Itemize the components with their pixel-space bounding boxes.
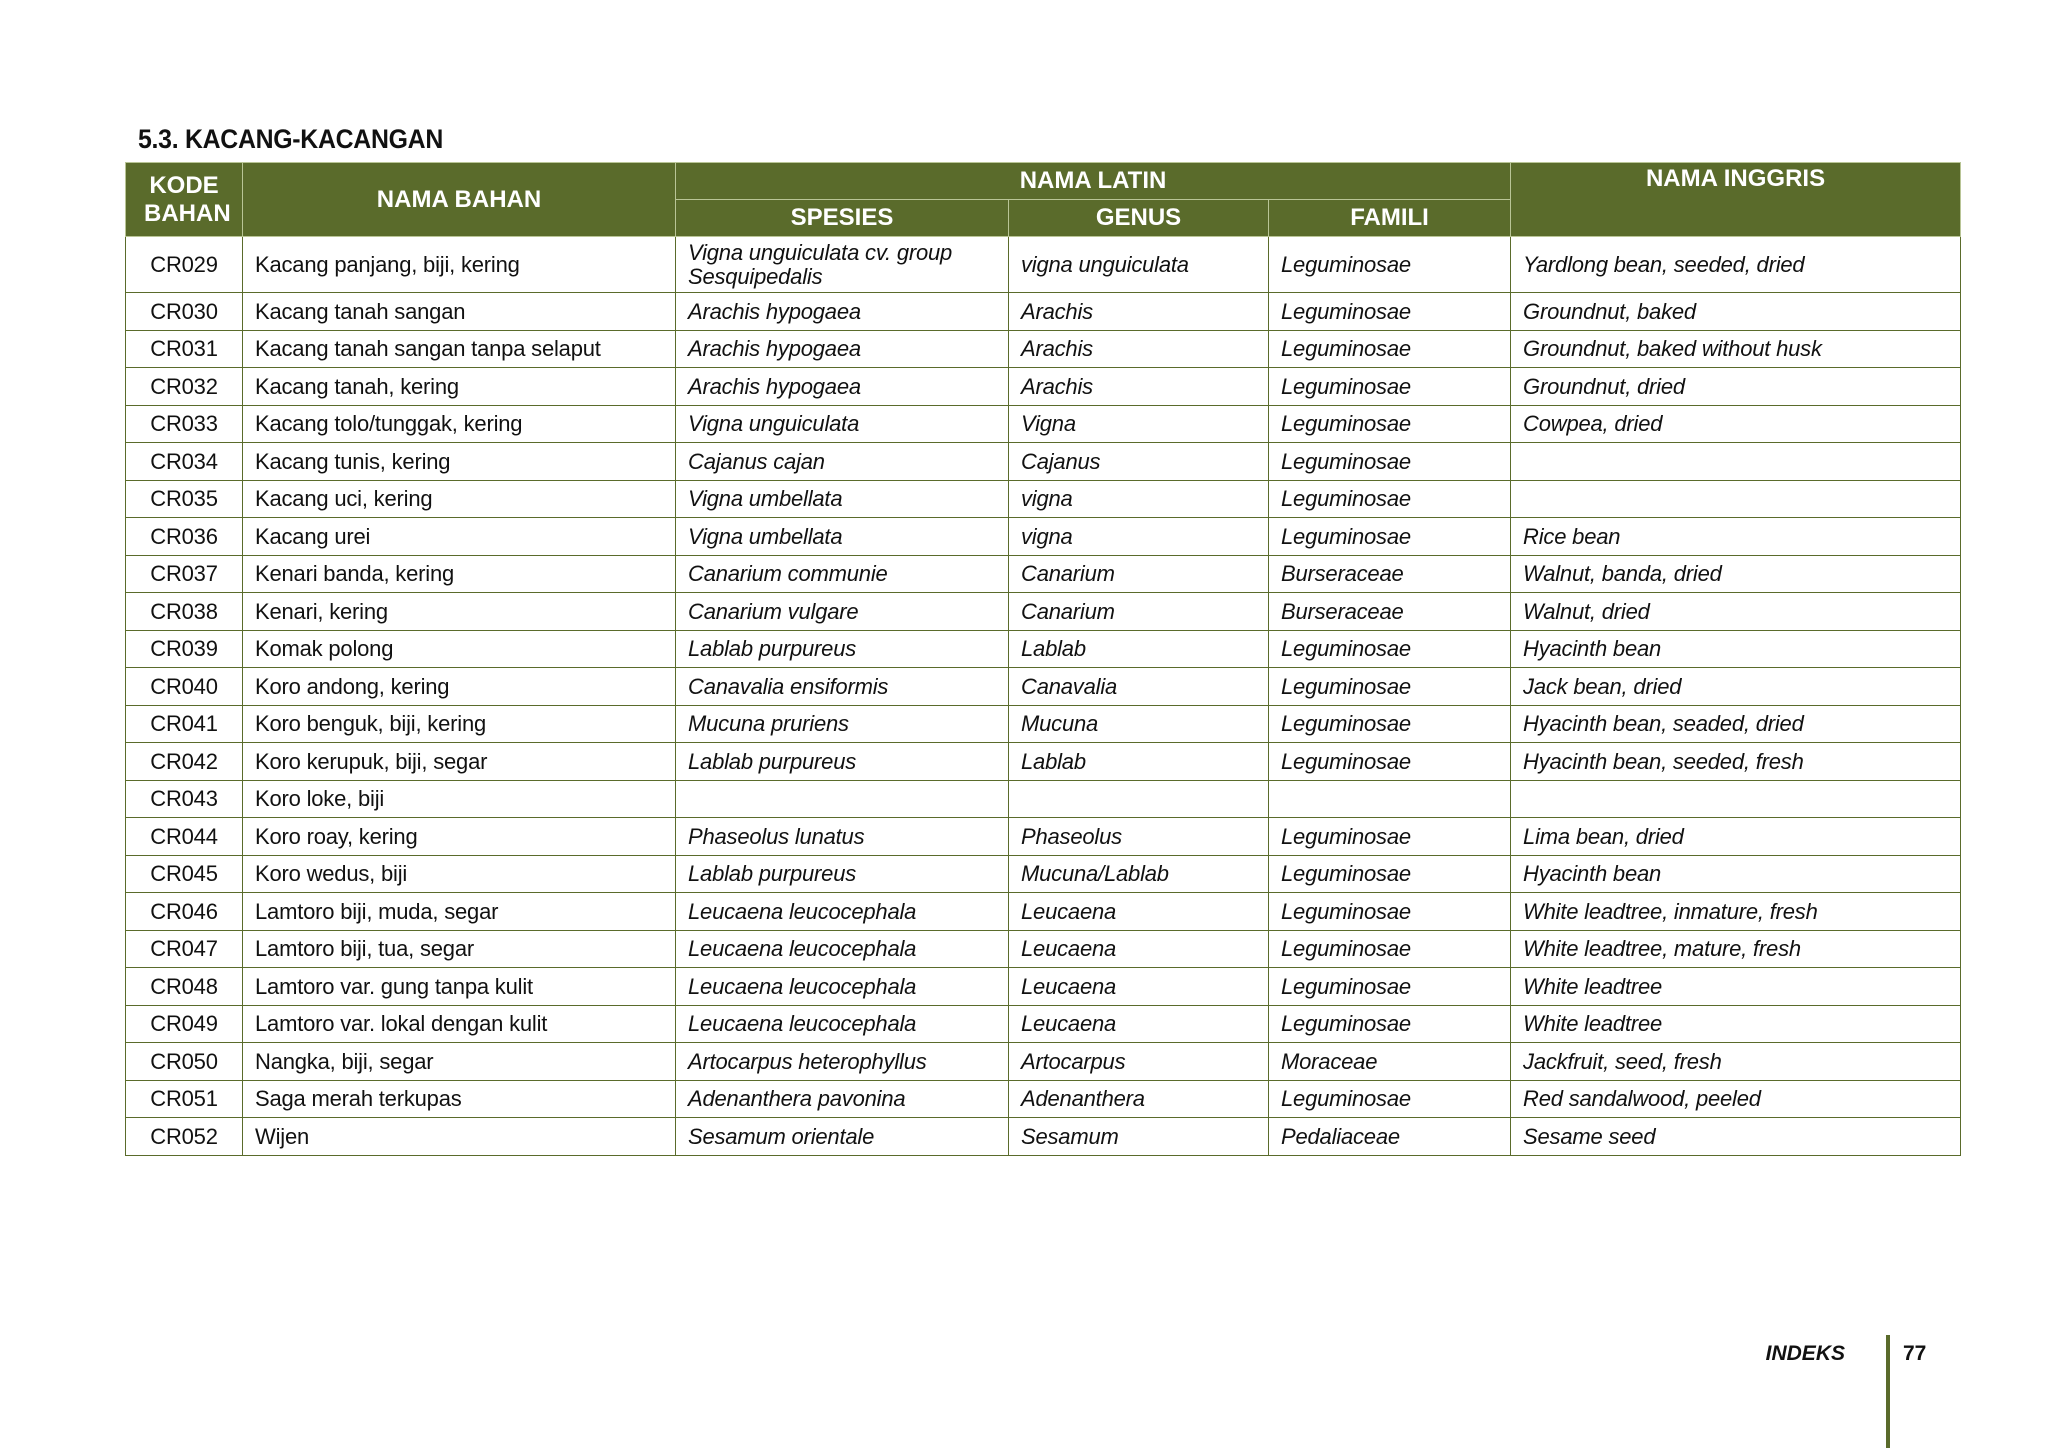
cell-spesies: Canarium communie (676, 555, 1009, 593)
cell-genus (1009, 780, 1269, 818)
cell-nama-bahan: Kacang urei (243, 518, 676, 556)
cell-spesies: Canarium vulgare (676, 593, 1009, 631)
cell-kode: CR037 (126, 555, 243, 593)
cell-famili: Leguminosae (1269, 237, 1511, 293)
cell-nama-bahan: Koro loke, biji (243, 780, 676, 818)
table-row (126, 1118, 1961, 1156)
cell-kode: CR039 (126, 630, 243, 668)
cell-nama-bahan: Kenari, kering (243, 593, 676, 631)
cell-genus: Canarium (1009, 593, 1269, 631)
cell-kode: CR041 (126, 705, 243, 743)
table-row (126, 780, 1961, 818)
cell-nama-inggris: Hyacinth bean, seaded, dried (1511, 705, 1961, 743)
table-row (126, 1080, 1961, 1118)
cell-famili: Leguminosae (1269, 368, 1511, 406)
cell-nama-inggris: Hyacinth bean, seeded, fresh (1511, 743, 1961, 781)
cell-famili: Leguminosae (1269, 668, 1511, 706)
cell-kode: CR040 (126, 668, 243, 706)
cell-nama-bahan: Lamtoro var. lokal dengan kulit (243, 1005, 676, 1043)
cell-nama-inggris: White leadtree, mature, fresh (1511, 930, 1961, 968)
cell-kode: CR031 (126, 330, 243, 368)
cell-nama-bahan: Koro kerupuk, biji, segar (243, 743, 676, 781)
cell-nama-bahan: Kacang tanah, kering (243, 368, 676, 406)
header-kode-bahan: KODE BAHAN (126, 163, 243, 237)
cell-spesies: Arachis hypogaea (676, 368, 1009, 406)
cell-nama-inggris: Hyacinth bean (1511, 855, 1961, 893)
table-row (126, 818, 1961, 856)
cell-nama-inggris: Rice bean (1511, 518, 1961, 556)
cell-famili: Leguminosae (1269, 443, 1511, 481)
table-header-row (126, 163, 1961, 200)
cell-genus: Arachis (1009, 368, 1269, 406)
cell-nama-inggris: Groundnut, dried (1511, 368, 1961, 406)
cell-genus: Leucaena (1009, 1005, 1269, 1043)
cell-famili: Burseraceae (1269, 593, 1511, 631)
table-row (126, 593, 1961, 631)
table-row (126, 480, 1961, 518)
cell-spesies: Arachis hypogaea (676, 293, 1009, 331)
cell-nama-bahan: Kacang tanah sangan tanpa selaput (243, 330, 676, 368)
cell-kode: CR044 (126, 818, 243, 856)
cell-nama-inggris (1511, 780, 1961, 818)
footer-divider (1886, 1335, 1890, 1448)
cell-spesies: Vigna unguiculata cv. group Sesquipedalis (676, 237, 1009, 293)
cell-nama-bahan: Koro andong, kering (243, 668, 676, 706)
cell-kode: CR045 (126, 855, 243, 893)
cell-famili: Moraceae (1269, 1043, 1511, 1081)
table-row (126, 855, 1961, 893)
cell-nama-bahan: Lamtoro biji, tua, segar (243, 930, 676, 968)
cell-nama-inggris (1511, 480, 1961, 518)
header-nama-bahan: NAMA BAHAN (243, 163, 676, 237)
cell-genus: Mucuna/Lablab (1009, 855, 1269, 893)
cell-kode: CR038 (126, 593, 243, 631)
table-row (126, 705, 1961, 743)
cell-famili: Burseraceae (1269, 555, 1511, 593)
cell-kode: CR030 (126, 293, 243, 331)
table-row (126, 930, 1961, 968)
cell-famili: Leguminosae (1269, 855, 1511, 893)
cell-nama-inggris: Walnut, dried (1511, 593, 1961, 631)
cell-famili: Leguminosae (1269, 518, 1511, 556)
cell-spesies: Canavalia ensiformis (676, 668, 1009, 706)
cell-nama-inggris: Sesame seed (1511, 1118, 1961, 1156)
cell-nama-inggris: Walnut, banda, dried (1511, 555, 1961, 593)
cell-spesies: Lablab purpureus (676, 855, 1009, 893)
cell-genus: Adenanthera (1009, 1080, 1269, 1118)
header-famili: FAMILI (1269, 200, 1511, 237)
cell-spesies: Sesamum orientale (676, 1118, 1009, 1156)
cell-genus: Canavalia (1009, 668, 1269, 706)
cell-kode: CR029 (126, 237, 243, 293)
cell-nama-bahan: Lamtoro var. gung tanpa kulit (243, 968, 676, 1006)
cell-genus: Lablab (1009, 743, 1269, 781)
cell-kode: CR047 (126, 930, 243, 968)
table-row (126, 330, 1961, 368)
cell-spesies: Artocarpus heterophyllus (676, 1043, 1009, 1081)
cell-spesies: Adenanthera pavonina (676, 1080, 1009, 1118)
cell-genus: vigna unguiculata (1009, 237, 1269, 293)
cell-famili: Leguminosae (1269, 1005, 1511, 1043)
cell-genus: Cajanus (1009, 443, 1269, 481)
table-row (126, 237, 1961, 293)
cell-nama-inggris: Red sandalwood, peeled (1511, 1080, 1961, 1118)
cell-kode: CR032 (126, 368, 243, 406)
cell-nama-inggris: White leadtree, inmature, fresh (1511, 893, 1961, 931)
cell-spesies: Leucaena leucocephala (676, 968, 1009, 1006)
cell-famili: Leguminosae (1269, 293, 1511, 331)
header-genus: GENUS (1009, 200, 1269, 237)
cell-genus: Vigna (1009, 405, 1269, 443)
cell-genus: Canarium (1009, 555, 1269, 593)
cell-genus: Arachis (1009, 293, 1269, 331)
cell-kode: CR035 (126, 480, 243, 518)
cell-nama-inggris: Jack bean, dried (1511, 668, 1961, 706)
header-spesies: SPESIES (676, 200, 1009, 237)
cell-spesies: Lablab purpureus (676, 743, 1009, 781)
cell-spesies: Mucuna pruriens (676, 705, 1009, 743)
cell-kode: CR051 (126, 1080, 243, 1118)
cell-genus: Leucaena (1009, 893, 1269, 931)
cell-kode: CR043 (126, 780, 243, 818)
cell-nama-inggris: Groundnut, baked (1511, 293, 1961, 331)
cell-nama-inggris: Cowpea, dried (1511, 405, 1961, 443)
cell-nama-bahan: Koro benguk, biji, kering (243, 705, 676, 743)
table-row (126, 1043, 1961, 1081)
cell-famili: Leguminosae (1269, 1080, 1511, 1118)
cell-famili: Leguminosae (1269, 968, 1511, 1006)
cell-nama-bahan: Lamtoro biji, muda, segar (243, 893, 676, 931)
cell-famili: Leguminosae (1269, 630, 1511, 668)
cell-nama-inggris: Yardlong bean, seeded, dried (1511, 237, 1961, 293)
table-row (126, 518, 1961, 556)
table-body (126, 237, 1961, 1156)
cell-famili: Pedaliaceae (1269, 1118, 1511, 1156)
table-row (126, 668, 1961, 706)
cell-nama-bahan: Kacang tanah sangan (243, 293, 676, 331)
cell-nama-bahan: Kacang panjang, biji, kering (243, 237, 676, 293)
cell-nama-bahan: Kacang tunis, kering (243, 443, 676, 481)
table-row (126, 293, 1961, 331)
table-row (126, 368, 1961, 406)
cell-nama-inggris: Jackfruit, seed, fresh (1511, 1043, 1961, 1081)
cell-kode: CR046 (126, 893, 243, 931)
header-nama-latin: NAMA LATIN (676, 163, 1511, 200)
cell-spesies (676, 780, 1009, 818)
cell-genus: Arachis (1009, 330, 1269, 368)
cell-spesies: Arachis hypogaea (676, 330, 1009, 368)
cell-genus: Artocarpus (1009, 1043, 1269, 1081)
cell-nama-inggris: Groundnut, baked without husk (1511, 330, 1961, 368)
cell-famili: Leguminosae (1269, 818, 1511, 856)
cell-kode: CR052 (126, 1118, 243, 1156)
cell-famili (1269, 780, 1511, 818)
cell-famili: Leguminosae (1269, 930, 1511, 968)
cell-nama-bahan: Komak polong (243, 630, 676, 668)
table-row (126, 555, 1961, 593)
table-row (126, 443, 1961, 481)
section-title: 5.3. KACANG-KACANGAN (138, 124, 443, 154)
cell-nama-inggris: White leadtree (1511, 1005, 1961, 1043)
cell-famili: Leguminosae (1269, 893, 1511, 931)
cell-genus: Phaseolus (1009, 818, 1269, 856)
header-nama-inggris: NAMA INGGRIS (1511, 163, 1961, 237)
cell-genus: vigna (1009, 480, 1269, 518)
table-row (126, 405, 1961, 443)
cell-genus: Lablab (1009, 630, 1269, 668)
cell-genus: Sesamum (1009, 1118, 1269, 1156)
cell-nama-bahan: Koro wedus, biji (243, 855, 676, 893)
cell-nama-bahan: Kenari banda, kering (243, 555, 676, 593)
cell-famili: Leguminosae (1269, 480, 1511, 518)
cell-nama-bahan: Kacang tolo/tunggak, kering (243, 405, 676, 443)
table-row (126, 630, 1961, 668)
bean-index-table (125, 162, 1961, 1156)
cell-spesies: Phaseolus lunatus (676, 818, 1009, 856)
cell-famili: Leguminosae (1269, 330, 1511, 368)
cell-spesies: Leucaena leucocephala (676, 930, 1009, 968)
cell-kode: CR033 (126, 405, 243, 443)
cell-spesies: Leucaena leucocephala (676, 1005, 1009, 1043)
cell-famili: Leguminosae (1269, 405, 1511, 443)
cell-kode: CR034 (126, 443, 243, 481)
cell-famili: Leguminosae (1269, 743, 1511, 781)
cell-nama-inggris: Lima bean, dried (1511, 818, 1961, 856)
cell-nama-inggris: Hyacinth bean (1511, 630, 1961, 668)
cell-kode: CR042 (126, 743, 243, 781)
cell-spesies: Lablab purpureus (676, 630, 1009, 668)
footer-section-label: INDEKS (1765, 1342, 1845, 1365)
cell-kode: CR049 (126, 1005, 243, 1043)
cell-nama-bahan: Saga merah terkupas (243, 1080, 676, 1118)
cell-kode: CR050 (126, 1043, 243, 1081)
cell-spesies: Cajanus cajan (676, 443, 1009, 481)
table-row (126, 1005, 1961, 1043)
cell-spesies: Vigna umbellata (676, 518, 1009, 556)
cell-spesies: Leucaena leucocephala (676, 893, 1009, 931)
page-number: 77 (1903, 1342, 1927, 1365)
cell-genus: Mucuna (1009, 705, 1269, 743)
cell-spesies: Vigna unguiculata (676, 405, 1009, 443)
cell-nama-inggris: White leadtree (1511, 968, 1961, 1006)
cell-genus: Leucaena (1009, 930, 1269, 968)
cell-famili: Leguminosae (1269, 705, 1511, 743)
cell-genus: Leucaena (1009, 968, 1269, 1006)
cell-nama-bahan: Kacang uci, kering (243, 480, 676, 518)
cell-genus: vigna (1009, 518, 1269, 556)
cell-spesies: Vigna umbellata (676, 480, 1009, 518)
cell-kode: CR048 (126, 968, 243, 1006)
cell-kode: CR036 (126, 518, 243, 556)
table-row (126, 743, 1961, 781)
table-row (126, 893, 1961, 931)
cell-nama-inggris (1511, 443, 1961, 481)
table-row (126, 968, 1961, 1006)
cell-nama-bahan: Koro roay, kering (243, 818, 676, 856)
cell-nama-bahan: Nangka, biji, segar (243, 1043, 676, 1081)
cell-nama-bahan: Wijen (243, 1118, 676, 1156)
